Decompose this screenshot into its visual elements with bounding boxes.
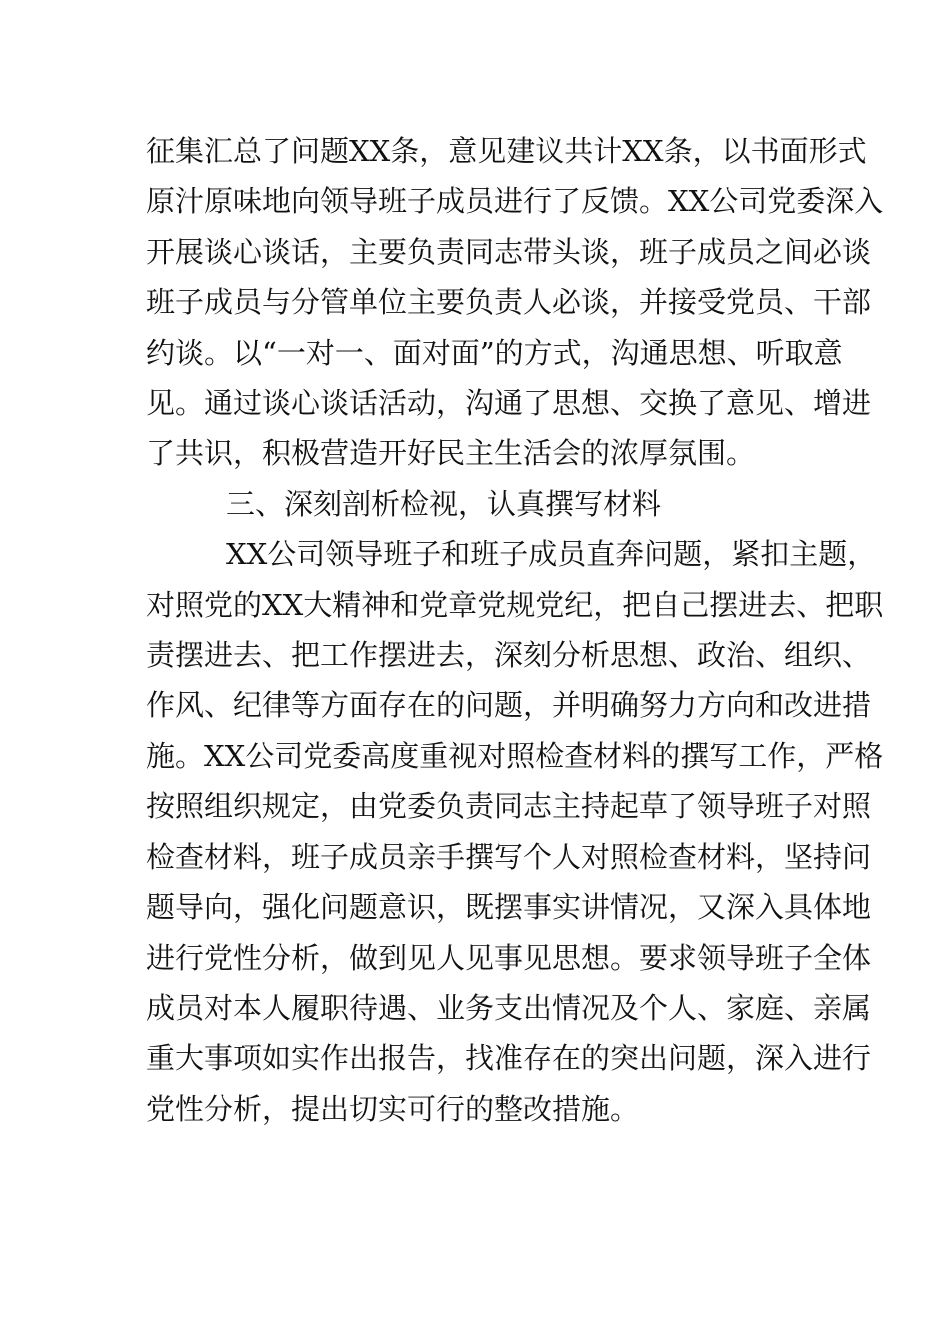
document-body (146, 126, 884, 1134)
text-line: 检查材料，班子成员亲手撰写个人对照检查材料，坚持问 (146, 839, 872, 874)
text-line: 作风、纪律等方面存在的问题，并明确努力方向和改进措 (146, 688, 872, 723)
text-line: 班子成员与分管单位主要负责人必谈，并接受党员、干部 (146, 285, 872, 320)
text-line: 征集汇总了问题XX条，意见建议共计XX条，以书面形式 (146, 134, 867, 168)
text-line: 题导向，强化问题意识，既摆事实讲情况，又深入具体地 (146, 890, 872, 925)
text-line: XX公司领导班子和班子成员直奔问题，紧扣主题， (226, 537, 877, 572)
text-line: 重大事项如实作出报告，找准存在的突出问题，深入进行 (146, 1041, 872, 1076)
text-line: 对照党的XX大精神和党章党规党纪，把自己摆进去、把职 (146, 587, 884, 622)
paragraph-analysis (146, 529, 884, 1134)
text-line: 开展谈心谈话，主要负责同志带头谈，班子成员之间必谈 (146, 234, 872, 269)
text-line: 党性分析，提出切实可行的整改措施。 (146, 1091, 640, 1126)
text-line: 见。通过谈心谈话活动，沟通了思想、交换了意见、增进 (146, 386, 872, 421)
text-line: 施。XX公司党委高度重视对照检查材料的撰写工作，严格 (146, 738, 884, 773)
text-line: 成员对本人履职待遇、业务支出情况及个人、家庭、亲属 (146, 990, 872, 1025)
text-line: 责摆进去、把工作摆进去，深刻分析思想、政治、组织、 (146, 638, 872, 673)
paragraph-feedback (146, 126, 884, 479)
section-heading: 三、深刻剖析检视，认真撰写材料 (226, 486, 662, 521)
text-line: 按照组织规定，由党委负责同志主持起草了领导班子对照 (146, 789, 872, 824)
text-line: 约谈。以“一对一、面对面”的方式，沟通思想、听取意 (146, 335, 843, 370)
text-line: 原汁原味地向领导班子成员进行了反馈。XX公司党委深入 (146, 184, 884, 219)
text-line: 了共识，积极营造开好民主生活会的浓厚氛围。 (146, 436, 756, 471)
text-line: 进行党性分析，做到见人见事见思想。要求领导班子全体 (146, 940, 872, 975)
